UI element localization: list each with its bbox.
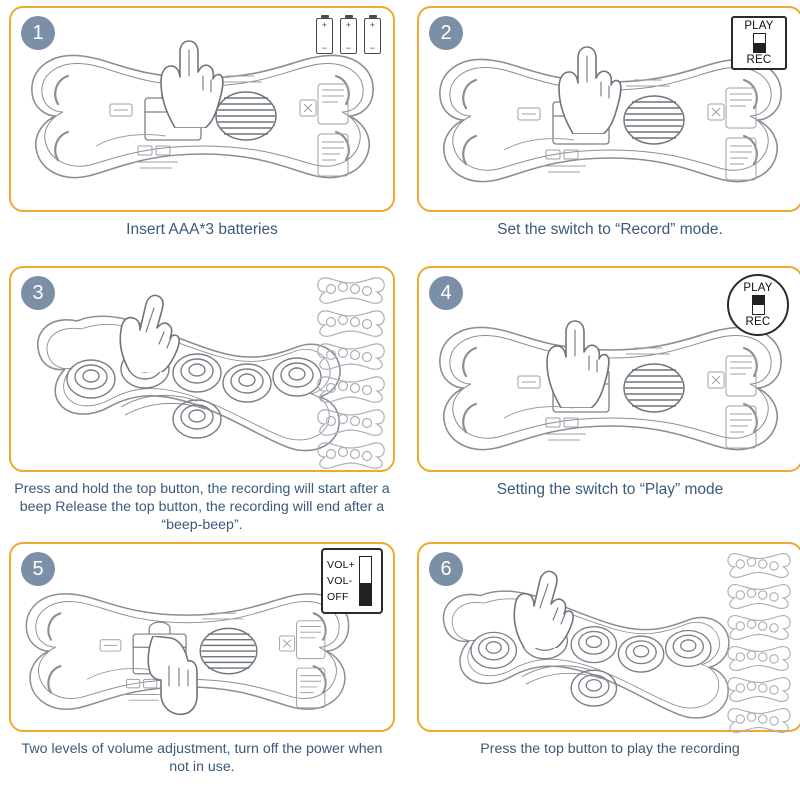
- battery-plus-label: +: [369, 20, 376, 30]
- bone-toy-angled-illustration: [431, 571, 751, 741]
- volume-switch-labels: [327, 559, 355, 603]
- step-number-badge-2: 2: [429, 16, 463, 50]
- switch-slot: [753, 33, 766, 53]
- bone-toy-thumbnail: [723, 643, 795, 672]
- volume-switch-body: [327, 555, 372, 607]
- hand-pressing-icon: [143, 32, 227, 128]
- battery-icon: [364, 18, 381, 54]
- step-number-badge-4: 4: [429, 276, 463, 310]
- step-number-badge-1: 1: [21, 16, 55, 50]
- battery-plus-label: +: [321, 20, 328, 30]
- switch-knob: [753, 296, 764, 305]
- step-caption-2: Set the switch to “Record” mode.: [497, 221, 723, 238]
- step-panel-1: [9, 6, 395, 212]
- step-panel-6: [417, 542, 800, 732]
- switch-play-label: PLAY: [744, 20, 774, 32]
- step-caption-6: Press the top button to play the recording: [480, 741, 740, 757]
- step-cell-2: [414, 6, 800, 262]
- bone-toy-thumbnail: [315, 274, 387, 305]
- bone-toy-thumbnail: [723, 581, 795, 610]
- step-number-badge-6: 6: [429, 552, 463, 586]
- step-panel-5: [9, 542, 395, 732]
- step-cell-6: [414, 542, 800, 798]
- play-mode-switch-icon: [727, 274, 789, 336]
- hand-pressing-icon: [529, 312, 613, 408]
- bone-toy-thumbnail: [315, 439, 387, 470]
- hand-pressing-icon: [107, 288, 187, 372]
- battery-icon: [340, 18, 357, 54]
- step-caption-1: Insert AAA*3 batteries: [126, 221, 278, 238]
- step-cell-3: [6, 266, 398, 538]
- step-panel-2: [417, 6, 800, 212]
- switch-rec-label: REC: [745, 316, 771, 328]
- bone-toy-thumbnail: [315, 406, 387, 437]
- volume-switch-slot: [359, 556, 372, 606]
- bone-toy-thumbnail: [723, 612, 795, 641]
- bone-toy-angled-illustration: [29, 295, 359, 475]
- step-number-badge-3: 3: [21, 276, 55, 310]
- switch-rec-label: REC: [746, 54, 772, 66]
- battery-icons-group: [316, 18, 381, 54]
- bone-toy-thumbnail: [315, 340, 387, 371]
- step-cell-4: [414, 266, 800, 538]
- volume-switch-knob: [360, 583, 371, 605]
- step-number-badge-5: 5: [21, 552, 55, 586]
- hand-pointing-icon: [131, 636, 209, 722]
- switch-slot: [752, 295, 765, 315]
- record-mode-switch-icon: [731, 16, 787, 70]
- step-cell-1: [6, 6, 398, 262]
- battery-minus-label: −: [369, 43, 376, 53]
- bone-toy-thumbnail: [315, 307, 387, 338]
- step-panel-3: [9, 266, 395, 472]
- volume-switch-icon: [321, 548, 383, 614]
- volume-down-label: VOL-: [327, 575, 353, 587]
- power-off-label: OFF: [327, 591, 349, 603]
- step-caption-3: Press and hold the top button, the recording will start after a beep Release the top button, the recording will end after a “beep-beep”.: [14, 481, 390, 533]
- battery-minus-label: −: [321, 43, 328, 53]
- bone-toy-thumbnail: [723, 705, 795, 734]
- hand-pressing-icon: [541, 38, 625, 134]
- bone-toy-thumbnail-strip: [315, 274, 387, 470]
- step-caption-5: Two levels of volume adjustment, turn off the power when not in use.: [21, 741, 383, 775]
- step-caption-4: Setting the switch to “Play” mode: [496, 481, 724, 498]
- hand-pressing-icon: [501, 564, 581, 648]
- step-panel-4: [417, 266, 800, 472]
- bone-toy-thumbnail: [723, 674, 795, 703]
- battery-icon: [316, 18, 333, 54]
- step-cell-5: [6, 542, 398, 798]
- volume-up-label: VOL+: [327, 559, 355, 571]
- battery-plus-label: +: [345, 20, 352, 30]
- switch-knob: [754, 43, 765, 52]
- switch-play-label: PLAY: [743, 282, 773, 294]
- bone-toy-thumbnail: [723, 550, 795, 579]
- battery-minus-label: −: [345, 43, 352, 53]
- bone-toy-thumbnail: [315, 373, 387, 404]
- bone-toy-thumbnail-strip: [723, 550, 795, 734]
